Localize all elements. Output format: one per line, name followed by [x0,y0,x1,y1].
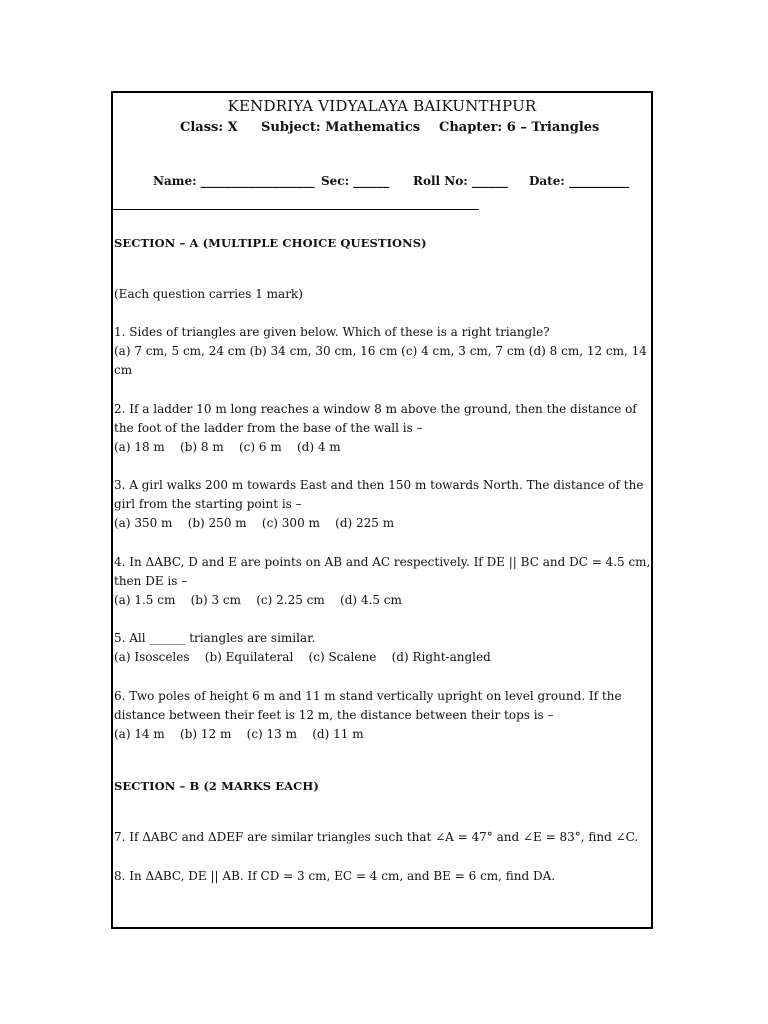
question-5 [114,629,652,667]
question-4 [114,553,652,610]
question-options: (a) 350 m (b) 250 m (c) 300 m (d) 225 m [114,516,395,530]
section-b-title-block [114,777,652,796]
question-text: 3. A girl walks 200 m towards East and then 150 m towards North. The distance of the girl from the starting point is – [114,478,644,511]
header-divider [113,209,479,210]
question-options: (a) 18 m (b) 8 m (c) 6 m (d) 4 m [114,440,341,454]
name-field: Name: ___________________ [153,174,315,188]
question-text: 7. If ΔABC and ΔDEF are similar triangles such that ∠A = 47° and ∠E = 83°, find ∠C. [114,830,639,844]
section-a-note-block [114,285,652,304]
section-field: Sec: ______ [321,174,390,188]
question-1 [114,323,652,380]
section-a-title-block [114,234,652,253]
question-text: 6. Two poles of height 6 m and 11 m stand vertically upright on level ground. If the distance between their feet is 12 m, the distance between their tops is – [114,689,622,722]
question-text: 4. In ΔABC, D and E are points on AB and AC respectively. If DE || BC and DC = 4.5 cm, then DE is – [114,555,651,588]
chapter-label: Chapter: 6 – Triangles [439,120,600,135]
question-text: 2. If a ladder 10 m long reaches a window 8 m above the ground, then the distance of the foot of the ladder from the base of the wall is – [114,402,637,435]
question-8 [114,867,652,886]
subject-label: Subject: Mathematics [261,120,421,135]
question-text: 1. Sides of triangles are given below. Which of these is a right triangle? [114,325,550,339]
section-a-note: (Each question carries 1 mark) [114,287,303,301]
question-options: (a) 14 m (b) 12 m (c) 13 m (d) 11 m [114,727,364,741]
section-b-title: SECTION – B (2 MARKS EACH) [114,779,319,793]
class-label: Class: X [180,120,238,135]
roll-field: Roll No: ______ [413,174,508,188]
question-options: (a) 1.5 cm (b) 3 cm (c) 2.25 cm (d) 4.5 cm [114,593,402,607]
question-options: (a) 7 cm, 5 cm, 24 cm (b) 34 cm, 30 cm, 16 cm (c) 4 cm, 3 cm, 7 cm (d) 8 cm, 12 cm, 14 cm [114,344,647,377]
question-3 [114,476,652,533]
question-2 [114,400,652,457]
question-7 [114,828,652,847]
date-field: Date: __________ [529,174,629,188]
question-text: 8. In ΔABC, DE || AB. If CD = 3 cm, EC = 4 cm, and BE = 6 cm, find DA. [114,869,556,883]
question-6 [114,687,652,744]
question-options: (a) Isosceles (b) Equilateral (c) Scalene (d) Right-angled [114,650,491,664]
worksheet-page [111,91,653,929]
school-name: KENDRIYA VIDYALAYA BAIKUNTHPUR [227,97,537,115]
section-a-title: SECTION – A (MULTIPLE CHOICE QUESTIONS) [114,236,427,250]
question-text: 5. All ______ triangles are similar. [114,631,316,645]
